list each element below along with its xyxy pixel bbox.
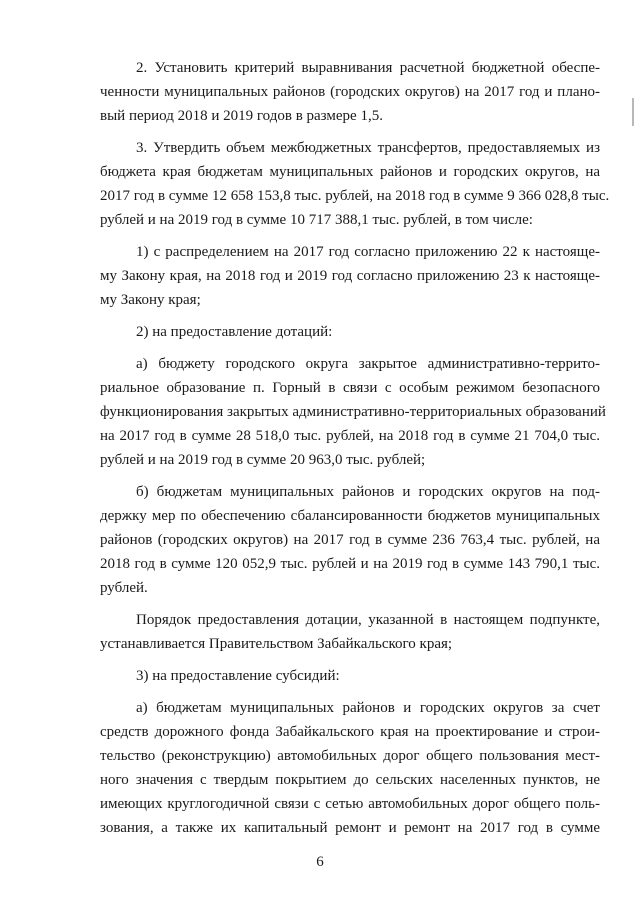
text-line: тельство (реконструкцию) автомобильных дорог общего пользования мест- (100, 748, 600, 764)
paragraph-item-3 (100, 136, 610, 232)
text-line: 2. Установить критерий выравнивания расчетной бюджетной обеспе- (136, 60, 600, 76)
paragraph-item-2 (100, 56, 600, 128)
text-line: риальное образование п. Горный в связи с особым режимом безопасного (100, 380, 600, 396)
text-line: 2017 год в сумме 12 658 153,8 тыс. рублей, на 2018 год в сумме 9 366 028,8 тыс. (100, 188, 610, 204)
text-line: ного значения с твердым покрытием до сельских населенных пунктов, не (100, 772, 600, 788)
paragraph-sub-2 (100, 320, 600, 344)
text-line: средств дорожного фонда Забайкальского края на проектирование и строи- (100, 724, 600, 740)
text-line: 2018 год в сумме 120 052,9 тыс. рублей и на 2019 год в сумме 143 790,1 тыс. (100, 556, 600, 572)
text-line: 3. Утвердить объем межбюджетных трансфертов, предоставляемых из (136, 140, 600, 156)
text-line: держку мер по обеспечению сбалансированности бюджетов муниципальных (100, 508, 600, 524)
paragraph-gap (100, 344, 600, 352)
paragraph-sub-3 (100, 664, 600, 688)
paragraph-gap (100, 128, 600, 136)
document-body (100, 56, 610, 840)
text-line: ченности муниципальных районов (городских округов) на 2017 год и плано- (100, 84, 600, 100)
text-line: на 2017 год в сумме 28 518,0 тыс. рублей, на 2018 год в сумме 21 704,0 тыс. (100, 428, 600, 444)
text-line: му Закону края, на 2018 год и 2019 год согласно приложению 23 к настояще- (100, 268, 600, 284)
text-line: 3) на предоставление субсидий: (136, 668, 340, 684)
text-line: устанавливается Правительством Забайкальского края; (100, 636, 453, 652)
text-line: а) бюджету городского округа закрытое административно-террито- (136, 356, 600, 372)
text-line: му Закону края; (100, 292, 201, 308)
text-line: 2) на предоставление дотаций: (136, 324, 333, 340)
text-line: рублей и на 2019 год в сумме 20 963,0 тыс. рублей; (100, 452, 426, 468)
text-line: бюджета края бюджетам муниципальных районов и городских округов, на (100, 164, 600, 180)
text-line: имеющих круглогодичной связи с сетью автомобильных дорог общего поль- (100, 796, 600, 812)
text-line: а) бюджетам муниципальных районов и городских округов за счет (136, 700, 600, 716)
paragraph-gap (100, 656, 600, 664)
paragraph-sub-2a (100, 352, 606, 472)
paragraph-gap (100, 472, 600, 480)
text-line: вый период 2018 и 2019 годов в размере 1,5. (100, 108, 383, 124)
scan-edge-mark (632, 98, 634, 126)
text-line: зования, а также их капитальный ремонт и ремонт на 2017 год в сумме (100, 820, 600, 836)
paragraph-gap (100, 312, 600, 320)
paragraph-gap (100, 232, 600, 240)
text-line: б) бюджетам муниципальных районов и городских округов на под- (136, 484, 600, 500)
text-line: рублей. (100, 580, 148, 596)
paragraph-sub-3a (100, 696, 600, 840)
text-line: 1) с распределением на 2017 год согласно приложению 22 к настояще- (136, 244, 600, 260)
paragraph-gap (100, 688, 600, 696)
paragraph-sub-2b (100, 480, 600, 600)
paragraph-sub-1 (100, 240, 600, 312)
text-line: рублей и на 2019 год в сумме 10 717 388,1 тыс. рублей, в том числе: (100, 212, 533, 228)
page-number: 6 (316, 854, 324, 870)
text-line: районов (городских округов) на 2017 год в сумме 236 763,4 тыс. рублей, на (100, 532, 600, 548)
text-line: Порядок предоставления дотации, указанной в настоящем подпункте, (136, 612, 600, 628)
text-line: функционирования закрытых административно-территориальных образований (100, 404, 606, 420)
paragraph-procedure (100, 608, 600, 656)
paragraph-gap (100, 600, 600, 608)
